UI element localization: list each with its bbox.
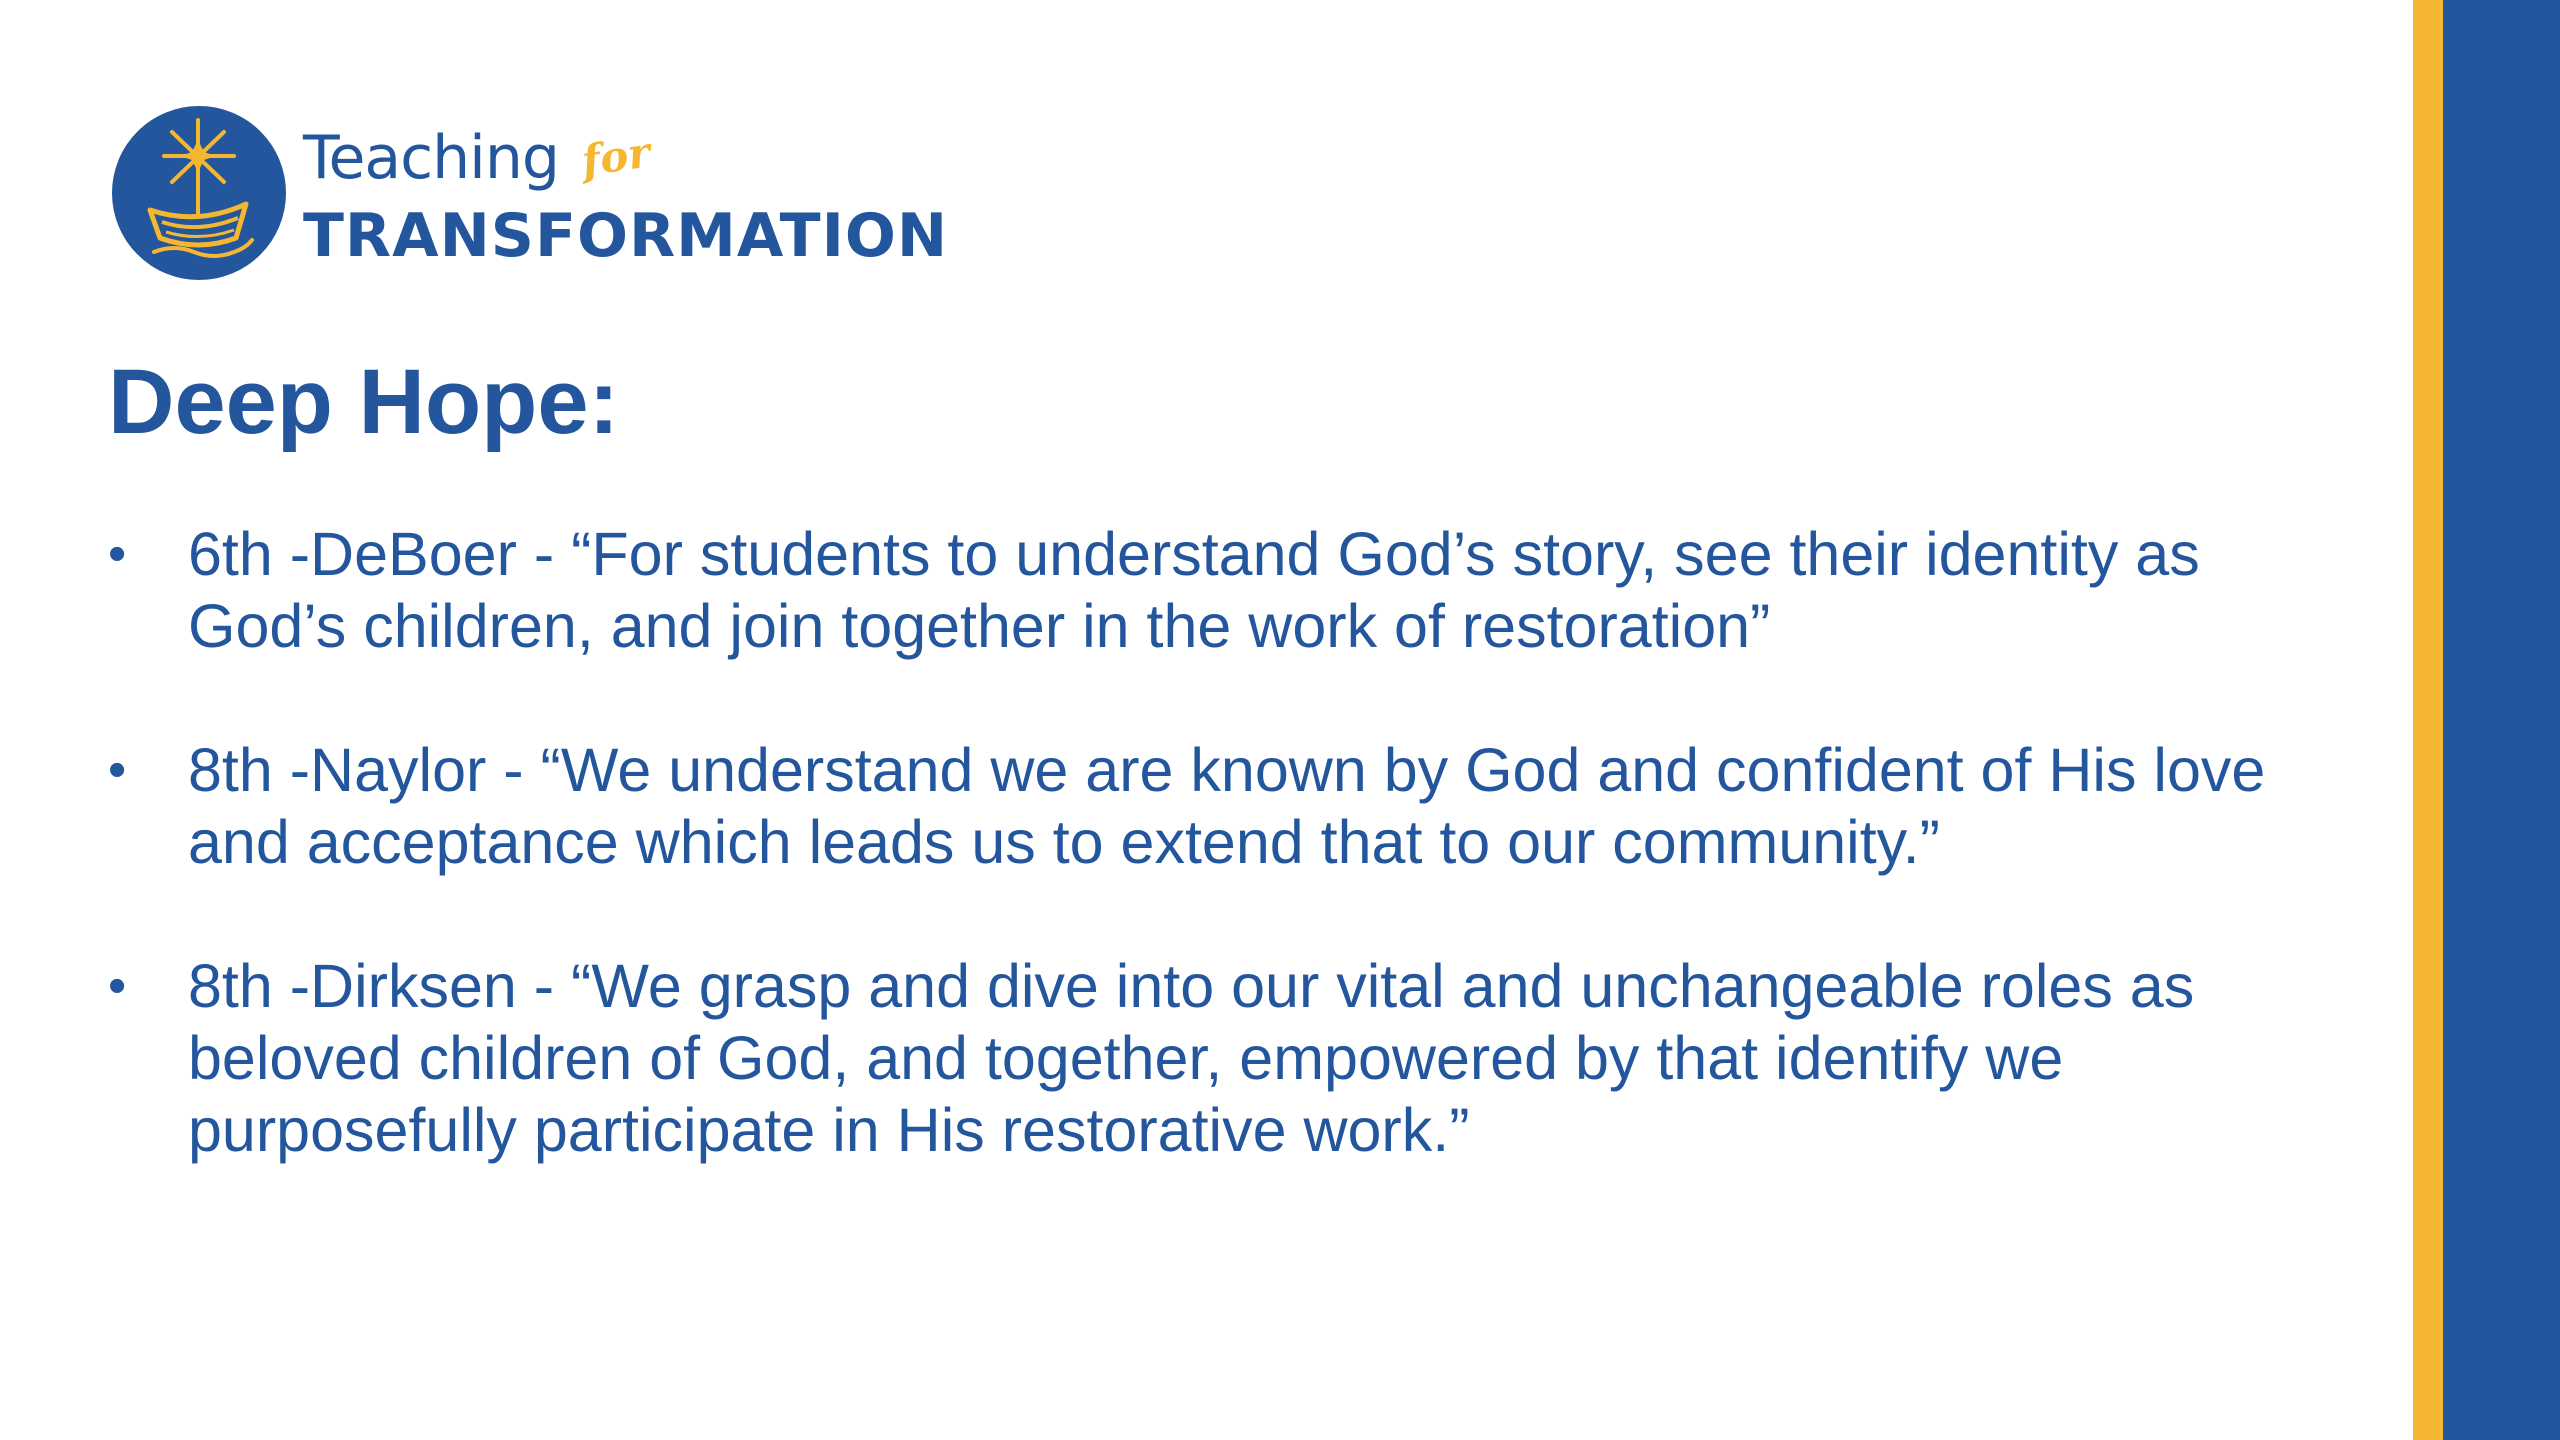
star-boat-emblem-icon	[112, 106, 286, 280]
bullet-dot-icon: •	[108, 957, 127, 1015]
bullet-dot-icon: •	[108, 525, 127, 583]
list-item-deboer	[108, 518, 2348, 662]
list-item-dirksen	[108, 950, 2348, 1166]
slide-title: Deep Hope:	[108, 351, 620, 453]
logo-text-transformation: TRANSFORMATION	[303, 201, 949, 271]
list-item-naylor	[108, 734, 2348, 878]
deep-hope-list	[108, 518, 2348, 1238]
teaching-for-transformation-logo	[112, 106, 949, 282]
logo-text-for: for	[578, 127, 654, 186]
bullet-dot-icon: •	[108, 741, 127, 799]
gold-accent-stripe	[2413, 0, 2443, 1440]
list-item-text: 6th -DeBoer - “For students to understand God’s story, see their identity as God’s children, and join together in the work of restoration”	[188, 520, 2200, 660]
blue-accent-bar	[2443, 0, 2560, 1440]
logo-text-teaching: Teaching	[303, 123, 559, 193]
list-item-text: 8th -Dirksen - “We grasp and dive into our vital and unchangeable roles as beloved children of God, and together, empowered by that identify we purposefully participate in His restorative work.”	[188, 952, 2195, 1164]
list-item-text: 8th -Naylor - “We understand we are known by God and confident of His love and acceptance which leads us to extend that to our community.”	[188, 736, 2266, 876]
